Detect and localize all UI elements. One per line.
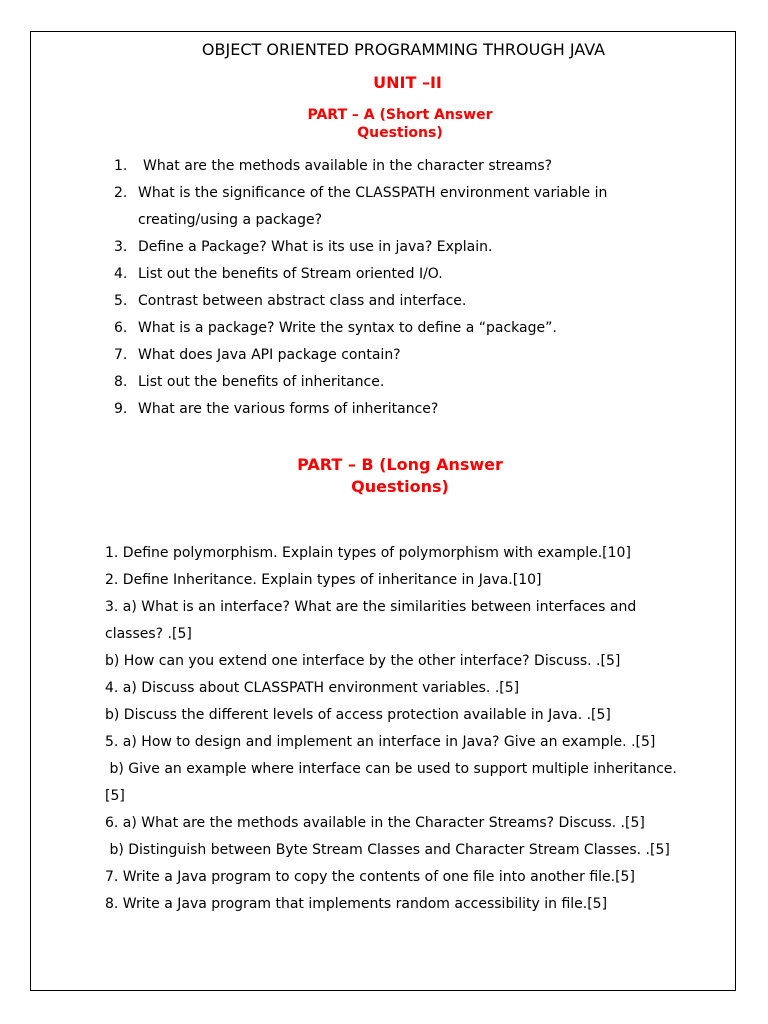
part-b-line: 7. Write a Java program to copy the contents of one file into another file.[5] [105, 869, 635, 885]
part-b-line: b) How can you extend one interface by the other interface? Discuss. .[5] [105, 653, 621, 669]
question-number: 4. [114, 266, 128, 282]
part-b-question-list [105, 540, 730, 918]
question-text: Contrast between abstract class and interface. [138, 293, 467, 309]
question-number: 7. [114, 347, 128, 363]
part-b-heading-line1: PART – B (Long Answer [297, 455, 503, 474]
part-b-heading [0, 454, 768, 498]
part-a-question [114, 234, 714, 261]
question-text: What are the methods available in the character streams? [143, 158, 553, 174]
part-a-question [114, 342, 714, 369]
question-number: 1. [114, 158, 128, 174]
question-text: List out the benefits of Stream oriented I/O. [138, 266, 443, 282]
part-b-line: b) Give an example where interface can be used to support multiple inheritance. [105, 761, 677, 777]
part-a-question [114, 369, 714, 396]
question-text: creating/using a package? [138, 212, 323, 228]
question-number: 8. [114, 374, 128, 390]
part-b-line: classes? .[5] [105, 626, 192, 642]
part-a-question [114, 207, 714, 234]
part-a-heading [0, 106, 768, 142]
part-b-line: 3. a) What is an interface? What are the similarities between interfaces and [105, 599, 637, 615]
part-b-line: 5. a) How to design and implement an interface in Java? Give an example. .[5] [105, 734, 656, 750]
part-a-heading-line2: Questions) [357, 125, 443, 141]
part-a-question [114, 396, 714, 423]
question-text: List out the benefits of inheritance. [138, 374, 385, 390]
part-a-question [114, 288, 714, 315]
question-text: What is a package? Write the syntax to define a “package”. [138, 320, 557, 336]
unit-title: UNIT –II [373, 73, 442, 92]
part-b-heading-line2: Questions) [351, 477, 449, 496]
part-b-line: b) Distinguish between Byte Stream Classes and Character Stream Classes. .[5] [105, 842, 670, 858]
question-text: What are the various forms of inheritance? [138, 401, 439, 417]
question-text: What is the significance of the CLASSPATH environment variable in [138, 185, 608, 201]
part-b-line: 2. Define Inheritance. Explain types of inheritance in Java.[10] [105, 572, 542, 588]
question-number: 9. [114, 401, 128, 417]
part-a-question [114, 315, 714, 342]
question-number: 2. [114, 185, 128, 201]
part-b-line: b) Discuss the different levels of access protection available in Java. .[5] [105, 707, 611, 723]
part-a-heading-line1: PART – A (Short Answer [307, 107, 493, 123]
part-b-line: [5] [105, 788, 125, 804]
question-text: Define a Package? What is its use in java? Explain. [138, 239, 493, 255]
question-text: What does Java API package contain? [138, 347, 401, 363]
document-title: OBJECT ORIENTED PROGRAMMING THROUGH JAVA [201, 40, 606, 59]
question-number: 6. [114, 320, 128, 336]
part-b-line: 1. Define polymorphism. Explain types of polymorphism with example.[10] [105, 545, 631, 561]
question-number: 3. [114, 239, 128, 255]
part-b-line: 8. Write a Java program that implements random accessibility in file.[5] [105, 896, 608, 912]
part-a-question [114, 180, 714, 207]
part-b-line: 4. a) Discuss about CLASSPATH environment variables. .[5] [105, 680, 520, 696]
part-b-line: 6. a) What are the methods available in the Character Streams? Discuss. .[5] [105, 815, 645, 831]
part-a-question-list [114, 153, 714, 423]
part-a-question [114, 261, 714, 288]
part-a-question [114, 153, 714, 180]
question-number: 5. [114, 293, 128, 309]
